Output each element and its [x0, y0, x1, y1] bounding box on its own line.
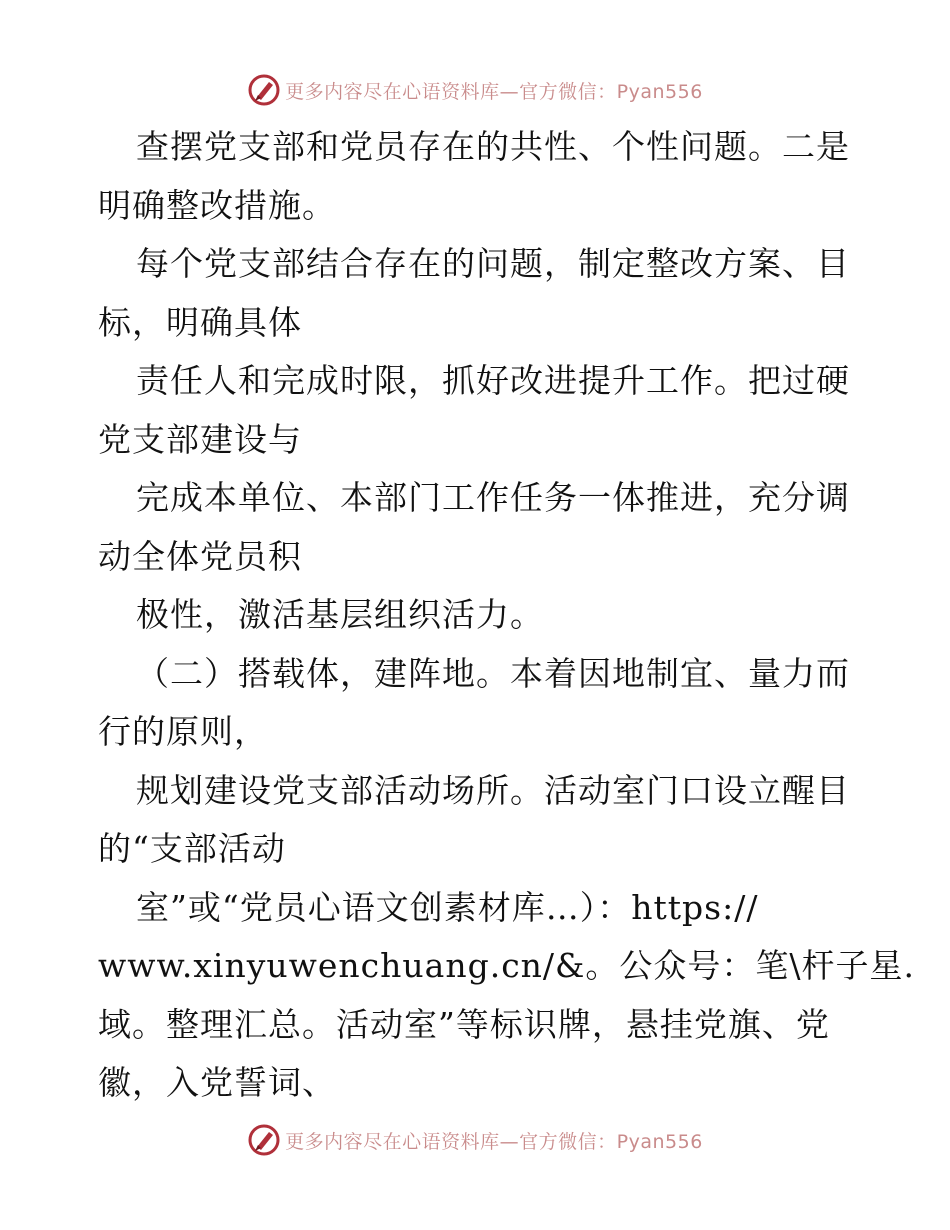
header-banner — [0, 70, 950, 110]
footer-banner — [0, 1120, 950, 1160]
body-text-line: 明确整改措施。 — [98, 185, 336, 225]
body-text-line: 室”或“党员心语文创素材库…）：https:// — [136, 887, 759, 927]
body-text-line: 责任人和完成时限，抓好改进提升工作。把过硬 — [136, 361, 850, 400]
document-body — [98, 118, 916, 1113]
body-text-line: 每个党支部结合存在的问题，制定整改方案、目 — [136, 244, 850, 283]
body-text-line: 徽，入党誓词、 — [98, 1063, 336, 1102]
body-text-line: 行的原则， — [98, 712, 268, 751]
body-text-line: （二）搭载体，建阵地。本着因地制宜、量力而 — [136, 653, 850, 693]
body-text-line: 党支部建设与 — [98, 419, 302, 459]
body-text-line: www.xinyuwenchuang.cn/&。公众号：笔\杆子星. — [98, 946, 916, 985]
body-text-line: 查摆党支部和党员存在的共性、个性问题。二是 — [136, 127, 850, 166]
quill-pen-logo-icon — [247, 73, 281, 107]
body-text-line: 完成本单位、本部门工作任务一体推进，充分调 — [136, 478, 850, 517]
quill-pen-logo-icon — [247, 1123, 281, 1157]
body-text-line: 的“支部活动 — [98, 829, 286, 868]
footer-banner-text: 更多内容尽在心语资料库—官方微信：Pyan556 — [285, 1130, 703, 1153]
body-text-line: 极性，激活基层组织活力。 — [136, 595, 544, 634]
body-text-line: 规划建设党支部活动场所。活动室门口设立醒目 — [136, 770, 850, 810]
body-text-line: 动全体党员积 — [98, 536, 302, 576]
body-text-line: 标，明确具体 — [98, 302, 302, 342]
header-banner-text: 更多内容尽在心语资料库—官方微信：Pyan556 — [285, 80, 703, 103]
body-text-line: 域。整理汇总。活动室”等标识牌，悬挂党旗、党 — [98, 1004, 830, 1044]
